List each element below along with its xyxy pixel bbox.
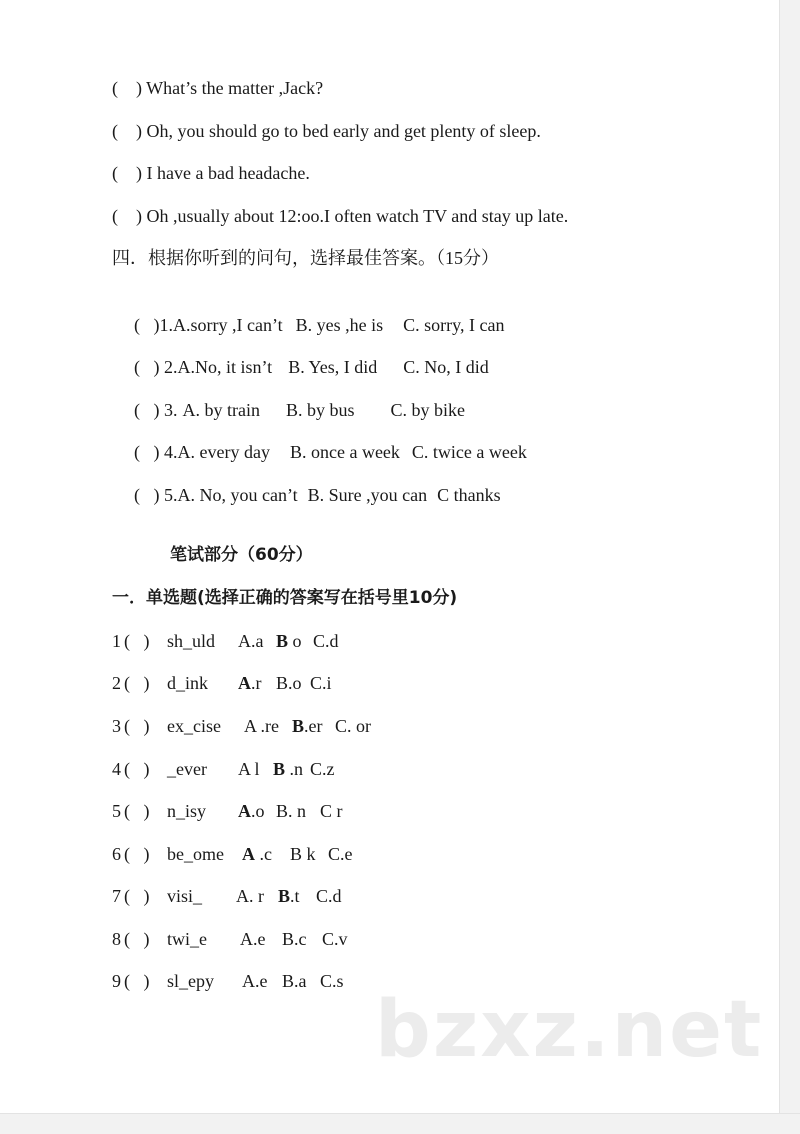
- option-c: [313, 629, 339, 653]
- missing-letter-word: twi_e: [167, 929, 207, 949]
- option-a: A. every day: [177, 442, 270, 462]
- option-letter-bold: A: [238, 673, 251, 693]
- order-line-3: ( ) I have a bad headache.: [112, 163, 310, 183]
- option-b: [290, 842, 316, 866]
- option-letter-bold: B: [273, 759, 286, 779]
- written-section-1-title: 一．单选题(选择正确的答案写在括号里10分): [112, 588, 458, 608]
- option-a: A. No, you can’t: [177, 485, 298, 505]
- option-a: [238, 799, 265, 823]
- question-prefix: ( ) 5.: [134, 485, 178, 505]
- option-a: [236, 884, 264, 908]
- spelling-question-1: [0, 629, 700, 653]
- question-number: 9: [112, 971, 121, 991]
- order-line-2: ( ) Oh, you should go to bed early and get plenty of sleep.: [112, 121, 541, 141]
- option-letter-bold: A: [242, 844, 255, 864]
- option-a: A.sorry ,I can’t: [173, 315, 283, 335]
- answer-blank: ( ): [124, 844, 150, 864]
- option-c: [335, 714, 371, 738]
- option-a: [240, 927, 266, 951]
- option-a: A.No, it isn’t: [177, 357, 273, 377]
- option-text: C.s: [320, 971, 344, 991]
- option-c: [320, 799, 343, 823]
- option-b: B. by bus: [285, 400, 355, 420]
- question-number: 1: [112, 631, 121, 651]
- option-a: [238, 671, 262, 695]
- page-bottom-margin: [0, 1113, 800, 1134]
- question-number: 7: [112, 886, 121, 906]
- option-letter-bold: B: [276, 631, 289, 651]
- option-text: .r: [251, 673, 262, 693]
- option-text: A .re: [244, 716, 279, 736]
- option-c: [320, 969, 344, 993]
- option-text: A. r: [236, 886, 264, 906]
- option-c: [316, 884, 342, 908]
- answer-blank: ( ): [124, 673, 150, 693]
- question-number: 2: [112, 673, 121, 693]
- spelling-question-5: [0, 799, 700, 823]
- option-text: B.a: [282, 971, 307, 991]
- listening-question-5: [116, 459, 501, 531]
- option-b: [282, 927, 307, 951]
- question-number: 4: [112, 759, 121, 779]
- option-a: [238, 629, 264, 653]
- option-c: [328, 842, 353, 866]
- watermark: bzxz.net: [375, 985, 764, 1075]
- option-b: [282, 969, 307, 993]
- option-letter-bold: B: [292, 716, 305, 736]
- question-number: 6: [112, 844, 121, 864]
- option-text: A.e: [240, 929, 266, 949]
- answer-blank: ( ): [124, 759, 150, 779]
- option-text: .o: [251, 801, 265, 821]
- section-4-title: 四．根据你听到的问句，选择最佳答案。（15分）: [112, 248, 499, 268]
- option-text: C.v: [322, 929, 348, 949]
- question-prefix: ( )1.: [134, 315, 173, 335]
- missing-letter-word: n_isy: [167, 801, 207, 821]
- option-a: [244, 714, 279, 738]
- option-c: C. by bike: [390, 400, 465, 420]
- question-prefix: ( ) 3.: [134, 400, 178, 420]
- missing-letter-word: sl_epy: [167, 971, 214, 991]
- option-c: C. twice a week: [411, 442, 527, 462]
- option-c: C. No, I did: [403, 357, 489, 377]
- option-text: .er: [304, 716, 323, 736]
- option-text: C.z: [310, 759, 335, 779]
- option-b: [276, 671, 302, 695]
- question-prefix: ( ) 2.: [134, 357, 178, 377]
- question-number: 3: [112, 716, 121, 736]
- option-b: [276, 799, 306, 823]
- option-text: C r: [320, 801, 343, 821]
- option-b: B. yes ,he is: [295, 315, 384, 335]
- option-b: [273, 757, 303, 781]
- spelling-question-6: [0, 842, 700, 866]
- spelling-question-3: [0, 714, 700, 738]
- option-text: A.a: [238, 631, 264, 651]
- order-line-4: ( ) Oh ,usually about 12:oo.I often watch TV and stay up late.: [112, 206, 569, 226]
- written-part-title: 笔试部分（60分）: [170, 545, 313, 565]
- option-a: A. by train: [182, 400, 260, 420]
- missing-letter-word: be_ome: [167, 844, 224, 864]
- question-number: 5: [112, 801, 121, 821]
- option-text: B.o: [276, 673, 302, 693]
- missing-letter-word: _ever: [167, 759, 207, 779]
- option-letter-bold: B: [278, 886, 291, 906]
- page-right-margin: [779, 0, 800, 1134]
- answer-blank: ( ): [124, 716, 150, 736]
- question-prefix: ( ) 4.: [134, 442, 178, 462]
- option-text: o: [288, 631, 302, 651]
- spelling-question-4: [0, 757, 700, 781]
- option-b: [278, 884, 300, 908]
- answer-blank: ( ): [124, 631, 150, 651]
- option-text: B k: [290, 844, 316, 864]
- option-b: B. once a week: [289, 442, 400, 462]
- option-a: [242, 969, 268, 993]
- option-letter-bold: A: [238, 801, 251, 821]
- option-c: [310, 671, 332, 695]
- option-b: B. Yes, I did: [288, 357, 378, 377]
- answer-blank: ( ): [124, 886, 150, 906]
- option-b: [292, 714, 323, 738]
- answer-blank: ( ): [124, 971, 150, 991]
- question-number: 8: [112, 929, 121, 949]
- option-a: [242, 842, 272, 866]
- option-text: .t: [290, 886, 300, 906]
- option-text: C.i: [310, 673, 332, 693]
- order-line-1: ( ) What’s the matter ,Jack?: [112, 78, 324, 98]
- option-text: C.d: [313, 631, 339, 651]
- option-text: .c: [255, 844, 272, 864]
- option-text: B. n: [276, 801, 307, 821]
- option-text: A l: [238, 759, 260, 779]
- option-c: C. sorry, I can: [403, 315, 505, 335]
- option-b: [276, 629, 302, 653]
- option-text: C.d: [316, 886, 342, 906]
- missing-letter-word: ex_cise: [167, 716, 221, 736]
- spelling-question-8: [0, 927, 700, 951]
- option-c: C thanks: [437, 485, 501, 505]
- missing-letter-word: d_ink: [167, 673, 209, 693]
- spelling-question-2: [0, 671, 700, 695]
- spelling-question-7: [0, 884, 700, 908]
- missing-letter-word: visi_: [167, 886, 203, 906]
- option-b: B. Sure ,you can: [307, 485, 428, 505]
- option-text: .n: [285, 759, 304, 779]
- missing-letter-word: sh_uld: [167, 631, 216, 651]
- option-c: [322, 927, 348, 951]
- option-text: C.e: [328, 844, 353, 864]
- option-text: A.e: [242, 971, 268, 991]
- answer-blank: ( ): [124, 801, 150, 821]
- option-text: C. or: [335, 716, 371, 736]
- option-a: [238, 757, 260, 781]
- option-text: B.c: [282, 929, 307, 949]
- answer-blank: ( ): [124, 929, 150, 949]
- option-c: [310, 757, 335, 781]
